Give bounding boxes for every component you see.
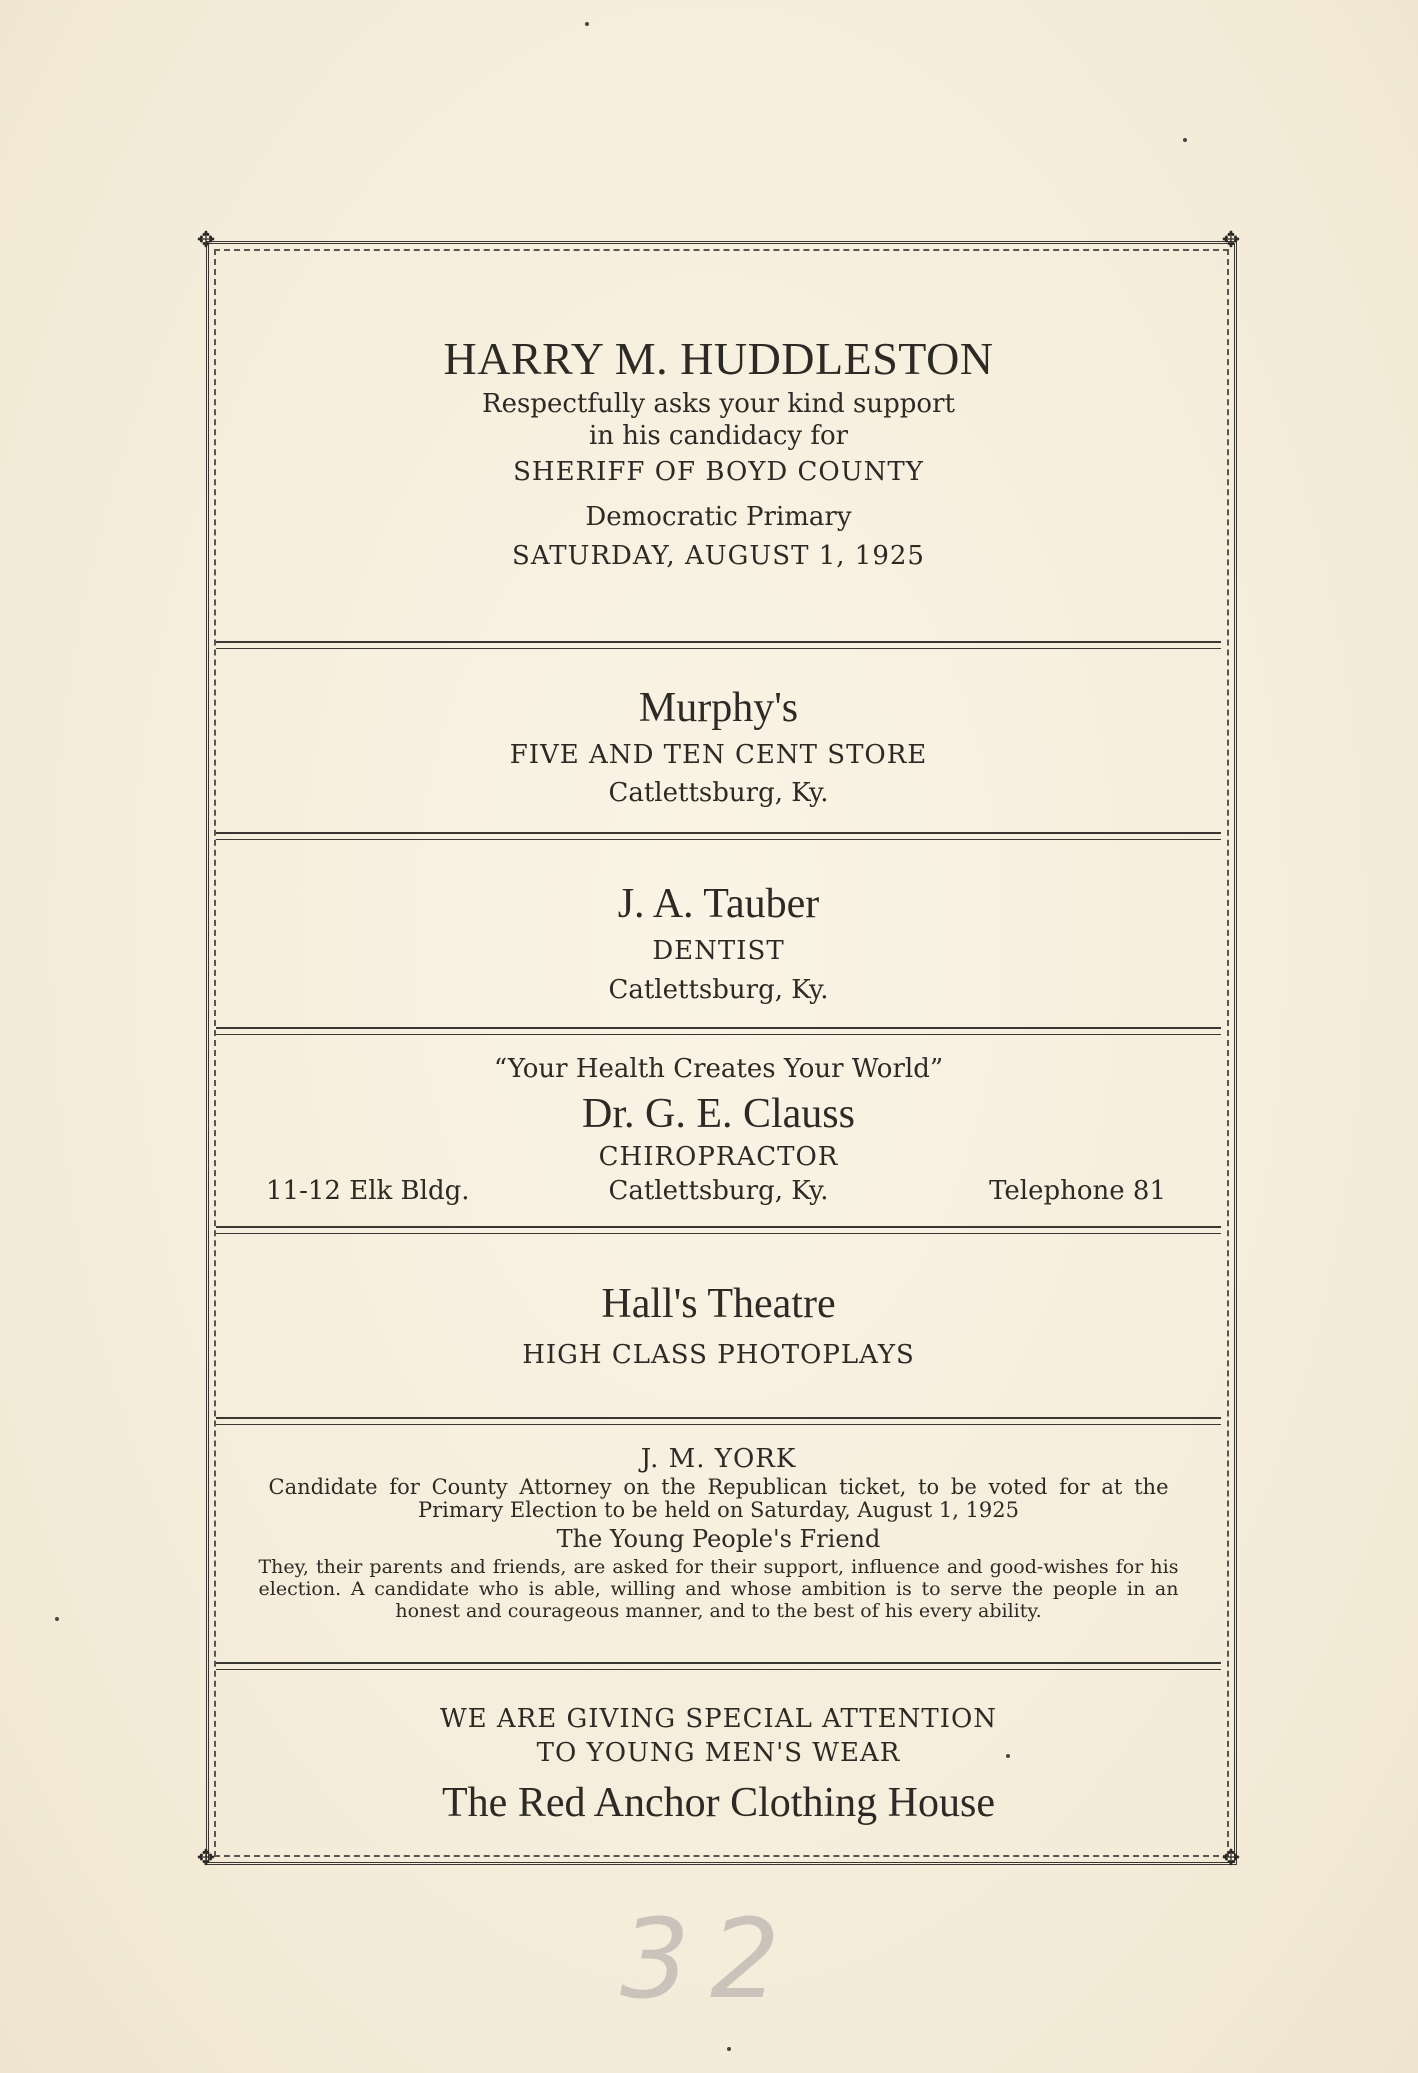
corner-ornament-icon: ✥: [196, 1846, 216, 1871]
section-divider: [216, 641, 1221, 649]
ad-text: in his candidacy for: [588, 421, 849, 451]
ad-huddleston: [216, 330, 1221, 574]
address: 11-12 Elk Bldg.: [266, 1176, 470, 1206]
business-name: Murphy's: [638, 685, 799, 731]
section-divider: [216, 1662, 1221, 1670]
business-location: Catlettsburg, Ky.: [608, 1176, 829, 1206]
paper-speck: [727, 2047, 731, 2051]
ad-york: [216, 1442, 1221, 1622]
candidate-name: HARRY M. HUDDLESTON: [443, 333, 994, 384]
profession: DENTIST: [652, 936, 785, 966]
business-location: Catlettsburg, Ky.: [608, 975, 829, 1005]
ad-text: Respectfully asks your kind support: [482, 389, 955, 419]
corner-ornament-icon: ✥: [1221, 1846, 1241, 1871]
business-tagline: HIGH CLASS PHOTOPLAYS: [522, 1340, 915, 1370]
profession: CHIROPRACTOR: [598, 1142, 839, 1172]
election-date: SATURDAY, AUGUST 1, 1925: [512, 541, 925, 571]
section-divider: [216, 1027, 1221, 1035]
business-name: J. A. Tauber: [617, 881, 820, 927]
paper-speck: [55, 1617, 59, 1621]
ad-text: WE ARE GIVING SPECIAL ATTENTION: [439, 1704, 998, 1734]
business-location: Catlettsburg, Ky.: [608, 778, 829, 808]
phone: Telephone 81: [989, 1176, 1166, 1206]
ad-tauber: [216, 876, 1221, 1010]
section-divider: [216, 832, 1221, 840]
office-title: SHERIFF OF BOYD COUNTY: [513, 457, 924, 487]
corner-ornament-icon: ✥: [1221, 228, 1241, 253]
section-divider: [216, 1417, 1221, 1425]
business-name: Hall's Theatre: [601, 1281, 836, 1327]
ad-red-anchor: [216, 1702, 1221, 1836]
candidacy-text: Candidate for County Attorney on the Republican ticket, to be voted for at the Primary Election to be held on Saturday, August 1, 1925: [268, 1475, 1169, 1522]
ad-murphy: [216, 680, 1221, 812]
ad-halls-theatre: [216, 1276, 1221, 1378]
candidate-name: J. M. YORK: [640, 1444, 797, 1474]
election-name: Democratic Primary: [585, 502, 852, 532]
paper-speck: [1183, 138, 1187, 142]
corner-ornament-icon: ✥: [196, 228, 216, 253]
clauss-contact-row: [216, 1176, 1221, 1206]
section-divider: [216, 1226, 1221, 1234]
slogan: “Your Health Creates Your World”: [493, 1054, 944, 1084]
ad-clauss: [216, 1050, 1221, 1174]
york-body-text: They, their parents and friends, are asked for their support, influence and good-wishes for his election. A candidate who is able, willing and whose ambition is to serve the people in an honest and courageous manner, and to the best of his every ability.: [258, 1556, 1179, 1622]
business-name: The Red Anchor Clothing House: [442, 1780, 995, 1826]
business-tagline: FIVE AND TEN CENT STORE: [509, 740, 928, 770]
paper-speck: [585, 22, 589, 26]
business-name: Dr. G. E. Clauss: [582, 1091, 855, 1137]
ad-text: TO YOUNG MEN'S WEAR: [536, 1738, 901, 1768]
paper-speck: [1006, 1754, 1010, 1758]
subtitle: The Young People's Friend: [556, 1525, 881, 1553]
page-number: 32: [620, 1895, 800, 2023]
